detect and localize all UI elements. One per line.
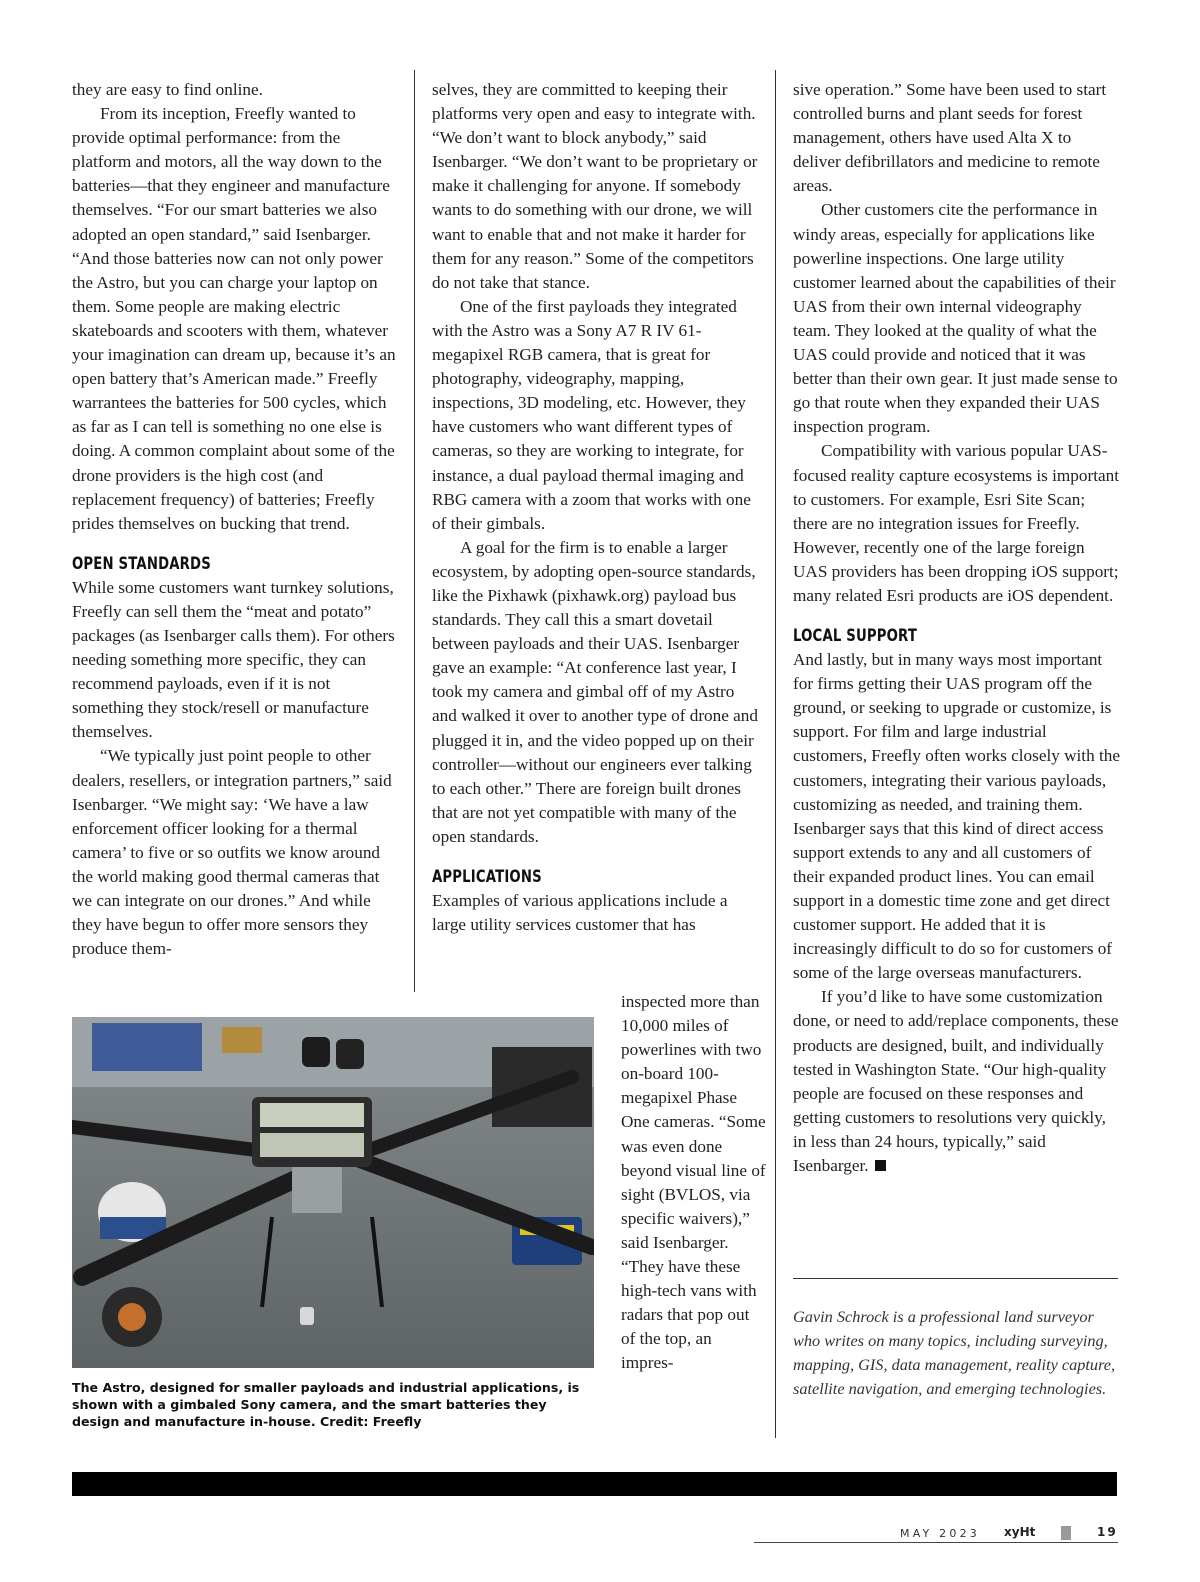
- magazine-name: xyHt: [1004, 1525, 1036, 1539]
- page-number: 19: [1097, 1525, 1118, 1539]
- footer-rule: [754, 1542, 1118, 1543]
- paragraph: While some customers want turnkey solutions, Freefly can sell them the “meat and potato” packages (as Isenbarger calls them). For others needing something more specific, they can recommend payloads, even if it is not something they stock/resell or manufacture themselves.: [72, 577, 395, 742]
- footer-separator-box: [1061, 1526, 1071, 1540]
- end-mark-icon: [875, 1160, 886, 1171]
- paragraph: inspected more than 10,000 miles of powerlines with two on-board 100-megapixel Phase One cameras. “Some was even done beyond visual line of sight (BVLOS, via specific waivers),” said Isenbarger. “They have these high-tech vans with radars that pop out of the top, an impres-: [621, 992, 766, 1373]
- paragraph: they are easy to find online.: [72, 80, 263, 99]
- paragraph: sive operation.” Some have been used to start controlled burns and plant seeds for forest management, others have used Alta X to deliver defibrillators and medicine to remote areas.: [793, 80, 1107, 196]
- drone-photo: [72, 1017, 594, 1368]
- section-heading-applications: APPLICATIONS: [432, 867, 542, 887]
- wrapped-text-beside-photo: [621, 990, 766, 1376]
- paragraph: One of the first payloads they integrated with the Astro was a Sony A7 R IV 61-megapixel RGB camera, that is great for photography, videography, mapping, inspections, 3D modeling, etc. However, they have customers who want different types of cameras, so they are working to integrate, for instance, a dual payload thermal imaging and RBG camera with a zoom that works with one of their gimbals.: [432, 296, 751, 533]
- issue-date: MAY 2023: [900, 1527, 980, 1540]
- column-1: [72, 78, 398, 961]
- column-2: [432, 78, 760, 937]
- section-heading-local-support: LOCAL SUPPORT: [793, 626, 918, 647]
- paragraph: Examples of various applications include a large utility services customer that has: [432, 891, 728, 935]
- bio-divider: [793, 1278, 1118, 1279]
- paragraph: selves, they are committed to keeping their platforms very open and easy to integrate with. “We don’t want to block anybody,” said Isenbarger. “We don’t want to be proprietary or make it challenging for anyone. If somebody wants to do something with our drone, we will want to enable that and not make it harder for them for any reason.” Some of the competitors do not take that stance.: [432, 80, 758, 292]
- column-rule-1: [414, 70, 415, 992]
- paragraph: “We typically just point people to other dealers, resellers, or integration partners,” said Isenbarger. “We might say: ‘We have a law enforcement officer looking for a thermal camera’ to five or so outfits we know around the world making good thermal cameras that we can integrate on our drones.” And while they have begun to offer more sensors they produce them-: [72, 746, 392, 959]
- paragraph: [793, 985, 1123, 1178]
- author-bio: Gavin Schrock is a professional land surveyor who writes on many topics, including surveying, mapping, GIS, data management, reality capture, satellite navigation, and emerging technologies.: [793, 1307, 1116, 1398]
- paragraph: Compatibility with various popular UAS-focused reality capture ecosystems is important to customers. For example, Esri Site Scan; there are no integration issues for Freefly. However, recently one of the large foreign UAS providers has been dropping iOS support; many related Esri products are iOS dependent.: [793, 441, 1119, 605]
- photo-caption: The Astro, designed for smaller payloads and industrial applications, is shown with a gimbaled Sony camera, and the smart batteries they design and manufacture in-house. Credit: Freefly: [72, 1380, 580, 1429]
- column-3: [793, 78, 1123, 1178]
- paragraph-text: If you’d like to have some customization done, or need to add/replace components, these products are designed, built, and individually tested in Washington State. “Our high-quality people are focused on these responses and getting customers to resolutions very quickly, in less than 24 hours, typically,” said Isenbarger.: [793, 987, 1119, 1176]
- paragraph: From its inception, Freefly wanted to provide optimal performance: from the platform and motors, all the way down to the batteries—that they engineer and manufacture themselves. “For our smart batteries we also adopted an open standard,” said Isenbarger. “And those batteries now can not only power the Astro, but you can charge your laptop on them. Some people are making electric skateboards and scooters with them, whatever your imagination can dream up, because it’s an open battery that’s American made.” Freefly warrantees the batteries for 500 cycles, which as far as I can tell is something no one else is doing. A common complaint about some of the drone providers is the high cost (and replacement frequency) of batteries; Freefly prides themselves on bucking that trend.: [72, 104, 396, 533]
- paragraph: And lastly, but in many ways most important for firms getting their UAS program off the ground, or seeking to upgrade or customize, is support. For film and large industrial customers, Freefly often works closely with the customers, integrating their various payloads, customizing as needed, and training them. Isenbarger says that this kind of direct access support extends to any and all customers of their expanded product lines. You can email support in a domestic time zone and get direct customer support. He added that it is increasingly difficult to do so for customers of some of the large overseas manufacturers.: [793, 650, 1120, 983]
- footer-bar: [72, 1472, 1117, 1496]
- paragraph: A goal for the firm is to enable a larger ecosystem, by adopting open-source standards, like the Pixhawk (pixhawk.org) payload bus standards. They call this a smart dovetail between payloads and their UAS. Isenbarger gave an example: “At conference last year, I took my camera and gimbal off of my Astro and walked it over to another type of drone and plugged it in, and the video popped up on their controller—without our engineers ever talking to each other.” There are foreign built drones that are not yet compatible with many of the open standards.: [432, 537, 758, 846]
- section-heading-open-standards: OPEN STANDARDS: [72, 553, 211, 574]
- column-rule-2: [775, 70, 776, 1438]
- paragraph: Other customers cite the performance in windy areas, especially for applications like powerline inspections. One large utility customer learned about the capabilities of their UAS from their own internal videography team. They looked at the quality of what the UAS could provide and noticed that it was better than their own gear. It just made sense to go that route when they expanded their UAS inspection program.: [793, 200, 1118, 437]
- drone-illustration: [72, 1017, 594, 1368]
